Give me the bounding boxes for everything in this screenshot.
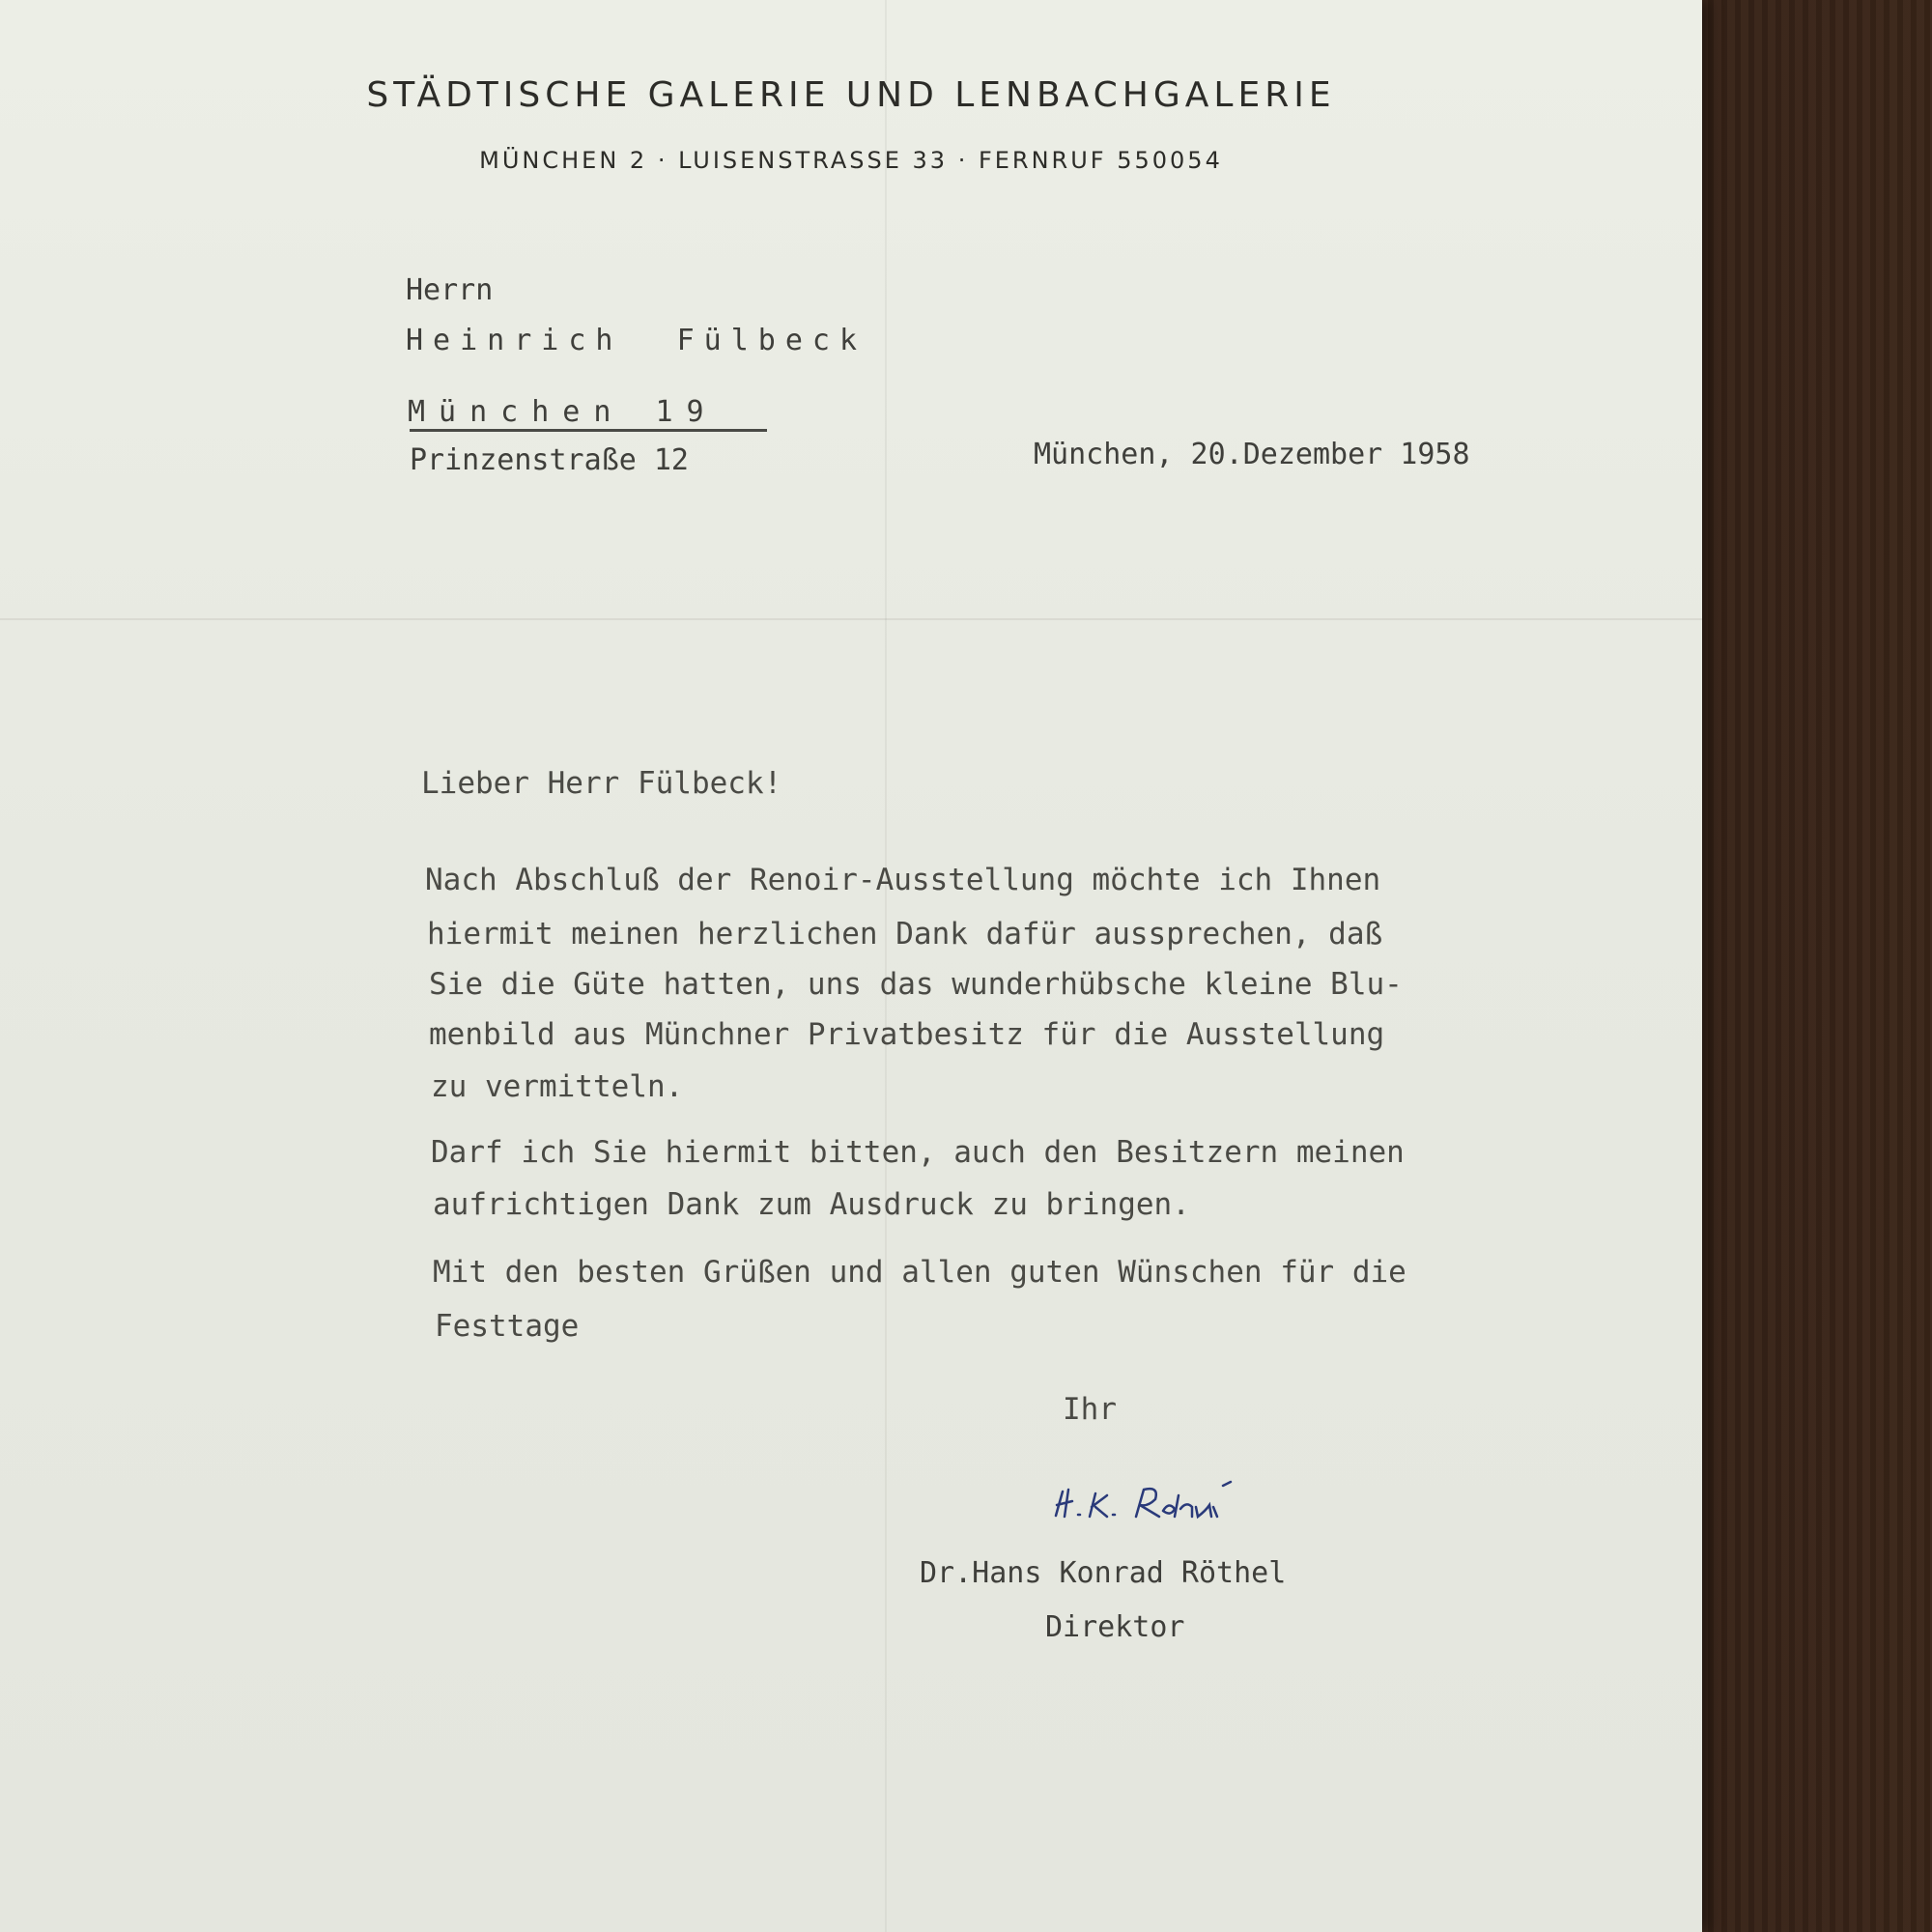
body-line: Festtage [435, 1309, 580, 1344]
fold-line-horizontal [0, 618, 1702, 620]
closing: Ihr [1063, 1392, 1117, 1427]
recipient-city: München 19 [408, 395, 718, 429]
letterhead-address: MÜNCHEN 2 · LUISENSTRASSE 33 · FERNRUF 550054 [479, 147, 1223, 174]
handwritten-signature [1051, 1472, 1264, 1530]
letter-date: München, 20.Dezember 1958 [1034, 438, 1470, 471]
body-line: Nach Abschluß der Renoir-Ausstellung möchte ich Ihnen [425, 863, 1381, 897]
body-line: menbild aus Münchner Privatbesitz für die Ausstellung [429, 1017, 1385, 1052]
sender-role: Direktor [1045, 1610, 1185, 1644]
greeting: Lieber Herr Fülbeck! [421, 766, 782, 801]
fold-line-vertical [885, 0, 887, 1932]
recipient-title: Herrn [406, 273, 494, 307]
body-line: zu vermitteln. [431, 1069, 684, 1104]
sender-name: Dr.Hans Konrad Röthel [920, 1556, 1287, 1590]
recipient-street: Prinzenstraße 12 [410, 443, 689, 477]
body-line: hiermit meinen herzlichen Dank dafür aussprechen, daß [427, 917, 1383, 952]
recipient-name: Heinrich Fülbeck [406, 324, 867, 357]
body-line: Darf ich Sie hiermit bitten, auch den Besitzern meinen [431, 1135, 1405, 1170]
letterhead-institution: STÄDTISCHE GALERIE UND LENBACHGALERIE [366, 75, 1336, 115]
body-line: Mit den besten Grüßen und allen guten Wünschen für die [433, 1255, 1406, 1290]
body-line: aufrichtigen Dank zum Ausdruck zu bringen. [433, 1187, 1190, 1222]
body-line: Sie die Güte hatten, uns das wunderhübsche kleine Blu- [429, 967, 1403, 1002]
city-underline [410, 429, 767, 432]
